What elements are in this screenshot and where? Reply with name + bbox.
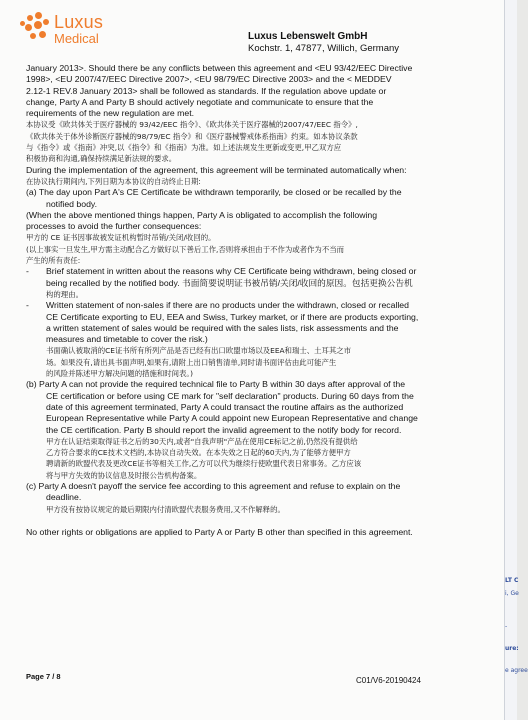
text-line: requirements of the new regulation are met.	[26, 108, 195, 119]
document-code: C01/V6-20190424	[356, 676, 421, 685]
chinese-line: 聘请新的欧盟代表及更改CE证书等相关工作,乙方可以代为继续行使欧盟代表日常事务。乙方应该	[46, 459, 362, 469]
text-line: Written statement of non-sales if there are no products under the withdrawn, closed or recalled	[46, 300, 409, 311]
chinese-line: 书面确认被取消的CE证书所有所列产品是否已经有出口欧盟市场以及EEA和瑞士、土耳其之市	[46, 346, 352, 356]
company-logo	[20, 10, 150, 50]
chinese-line: 甲方没有按协议规定的最后期限内付清欧盟代表服务费用,又不作解释的。	[46, 504, 285, 514]
edge-text: LT C	[505, 577, 519, 584]
chinese-line: 产生的所有责任:	[26, 256, 81, 266]
text-line: measures and timetable to cover the risk.)	[46, 334, 208, 345]
chinese-line: 与《指令》或《指南》冲突,以《指令》和《指南》为准。如上述法规发生更新或变更,甲乙双方应	[26, 143, 342, 153]
page-number: Page 7 / 8	[26, 672, 61, 681]
text-line: CE Certificate exporting to EU, EEA and Swiss, Turkey market, or if there are products exporting,	[46, 311, 419, 322]
text-line: notified body.	[46, 198, 98, 209]
text-line: 2.12-1 REV.8 January 2013> shall be followed as standards. If the regulation above update or	[26, 85, 387, 96]
chinese-line: 在协议执行期间内,下列日期为本协议的自动终止日期:	[26, 176, 201, 186]
text-line: the CE certification. Party B should report the invalid agreement to the notify body for record.	[46, 424, 402, 435]
text-line: being recalled by the notified body. 书面简要说明证书被吊销/关闭/收回的原因。包括更换公告机	[46, 277, 413, 288]
chinese-line: 甲方在认证结束取得证书之后的30天内,或者"自我声明"产品在使用CE标记之前,仍然没有提供给	[46, 436, 358, 446]
edge-text: ure:	[505, 645, 519, 652]
clause-b: (b) Party A can not provide the required technical file to Party B within 30 days after approval of the	[26, 379, 406, 390]
clause-a: (a) The day upon Part A's CE Certificate be withdrawn temporarily, be closed or be recalled by the	[26, 187, 402, 198]
bullet-item: - Brief statement in written about the reasons why CE Certificate being withdrawn, being closed or being recalled by the notified body. 书面简要说明证书被吊销/关闭/收回的原因。包括更换公告机 构的理由。	[26, 266, 476, 300]
logo-name: Luxus	[54, 12, 104, 32]
text-line: European Representative while Party A could appoint new European Representative and change	[46, 413, 418, 424]
company-name: Luxus Lebenswelt GmbH	[248, 31, 368, 42]
edge-text: i, Ge	[505, 590, 519, 597]
edge-text: e agree	[505, 667, 528, 674]
text-line: CE certification or before using CE mark for "self declaration" products. During 60 days from the	[46, 390, 414, 401]
adjacent-page-edge	[504, 0, 517, 720]
chinese-line: 将与甲方失效的协议信息及时报公告机构备案。	[46, 470, 202, 480]
chinese-line: 《欧共体关于体外诊断医疗器械的98/79/EC 指令》和《医疗器械警戒体系指南》约束。如本协议条款	[26, 131, 358, 141]
chinese-line: 场。如果没有,请出具书面声明,如果有,请附上出口销售清单,同时请书面评估由此可能产生	[46, 357, 337, 367]
clause-c: (c) Party A doesn't payoff the service fee according to this agreement and refuse to explain on the	[26, 480, 401, 491]
chinese-line: 的风险并陈述甲方解决问题的措施和时间表。)	[46, 369, 193, 379]
company-address: Kochstr. 1, 47877, Willich, Germany	[248, 43, 400, 54]
text-line: January 2013>. Should there be any conflicts between this agreement and <EU 93/42/EEC Directive	[26, 63, 413, 73]
text-line: During the implementation of the agreement, this agreement will be terminated automatically when:	[26, 164, 407, 175]
logo-dots-icon	[20, 12, 50, 42]
closing-statement: No other rights or obligations are applied to Party A or Party B other than specified in this agreement.	[26, 526, 413, 537]
text-line: 1998>, <EU 2007/47/EEC Directive 2007>, <EU 98/79/EC Directive 2003> and the < MEDDEV	[26, 74, 392, 85]
text-line: processes to avoid the further consequences:	[26, 221, 202, 232]
text-line: deadline.	[46, 492, 82, 503]
bullet-item: - Written statement of non-sales if there are no products under the withdrawn, closed or recalled CE Certificate exporting to EU, EEA and Swiss, Turkey market, or if there are products exporting, a written statement of sales would be required with the sales lists, risk assessments and the measures and timetable to cover the risk.) 书面确认被取消的CE证书所有所列产品是否已经有出口欧盟市场以及EEA和瑞士、土耳其之市 场。如果没有,请出具书面声明,如果有,请附上出口销售清单,同时请书面评估由此可能产生 的风险并陈述甲方解决问题的措施和时间表。)	[26, 300, 476, 379]
text-line: a written statement of sales would be required with the sales lists, risk assessments and the	[46, 322, 399, 333]
chinese-line: 本协议受《欧共体关于医疗器械的 93/42/EEC 指令》、《欧共体关于医疗器械的2007/47/EEC 指令》,	[26, 120, 358, 130]
text-line: change, Party A and Party B should actively negotiate and communicate to ensure that the	[26, 96, 374, 107]
document-body	[26, 63, 476, 538]
text-line: Brief statement in written about the reasons why CE Certificate being withdrawn, being closed or	[46, 266, 417, 277]
text-line: date of this agreement terminated, Party A could transact the routine affairs as the authorized	[46, 401, 404, 412]
chinese-line: 乙方符合要求的CE技术文档的,本协议自动失效。在本失效之日起的60天内,为了能够方便甲方	[46, 448, 351, 458]
edge-text: -	[505, 623, 508, 630]
chinese-line: 构的理由。	[46, 289, 83, 299]
company-header	[248, 31, 418, 55]
chinese-line: (以上事实一旦发生,甲方需主动配合乙方做好以下善后工作,否则将承担由于不作为或者作为不当而	[26, 244, 344, 254]
chinese-line: 甲方的 CE 证书因事故被发证机构暂时吊销/关闭/收回的。	[26, 233, 216, 243]
logo-subtitle: Medical	[54, 31, 99, 46]
chinese-line: 积极协商和沟通,确保持续满足新法规的要求。	[26, 154, 177, 164]
text-line: (When the above mentioned things happen, Party A is obligated to accomplish the following	[26, 209, 378, 220]
